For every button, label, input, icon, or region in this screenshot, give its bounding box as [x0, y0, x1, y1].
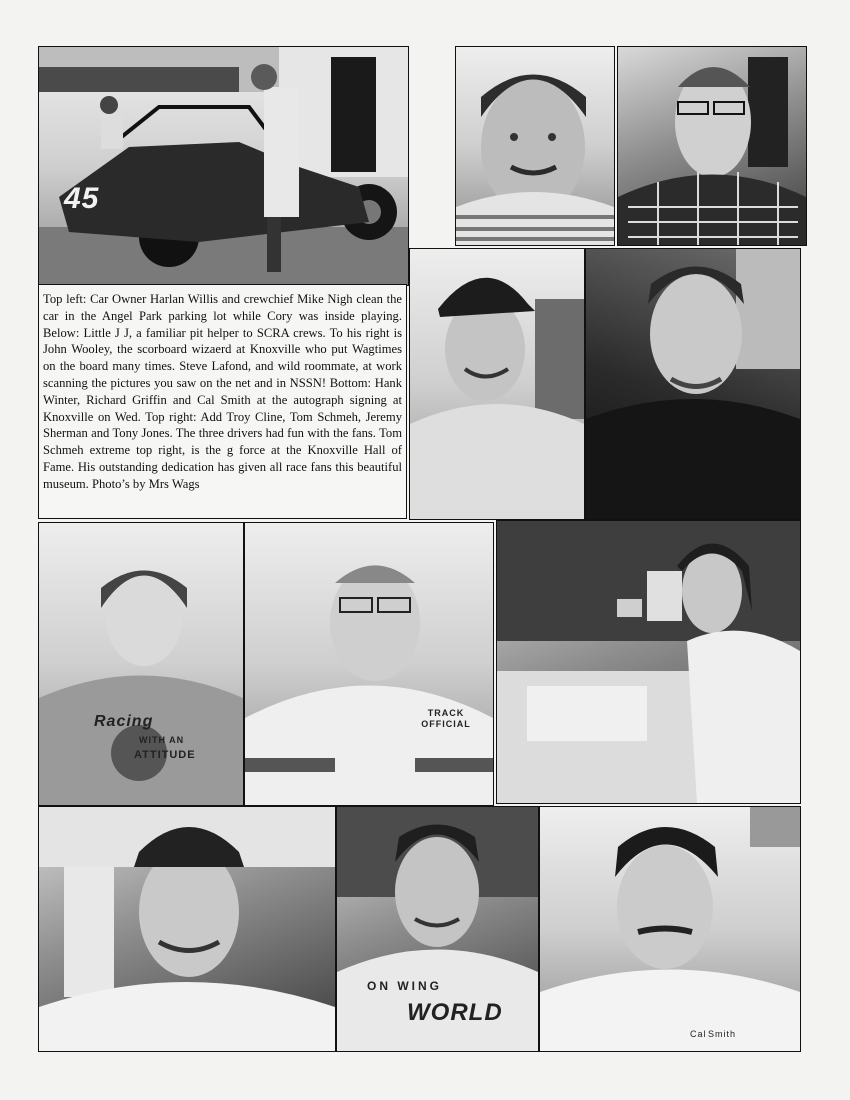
photo-race-car: [38, 46, 409, 286]
track-official-text: TRACK OFFICIAL: [421, 708, 471, 729]
photo-driver-dark-shirt: [585, 248, 801, 520]
shirt-cal-text: Cal: [690, 1029, 707, 1039]
caption-box: [38, 284, 407, 519]
photo-driver-cap: [409, 248, 585, 520]
shirt-world-text: WORLD: [407, 999, 503, 1026]
photo-man-plaid-shirt: [617, 46, 807, 246]
photo-hank-winter: [38, 806, 336, 1052]
shirt-smith-text: Smith: [708, 1029, 737, 1039]
caption-text: Top left: Car Owner Harlan Willis and crewchief Mike Nigh clean the car in the Angel Park parking lot while Cory was inside playing. Below: Little J J, a familiar pit helper to SCRA crews. To his right is John Wooley, the scorboard wizaerd at Knoxville who put Wagtimes on the board many times. Steve Lafond, and wild roommate, at work scanning the pictures you saw on the net and in NSSN! Bottom: Hank Winter, Richard Griffin and Cal Smith at the autograph signing at Knoxville on Wed. Top right: Add Troy Cline, Tom Schmeh, Jeremy Sherman and Tony Jones. The three drivers had fun with the fans. Tom Schmeh extreme top right, is the g force at the Knoxville Hall of Fame. His outstanding dedication has given all race fans this beautiful museum. Photo’s by Mrs Wags: [43, 292, 402, 491]
photo-richard-griffin: [336, 806, 539, 1052]
car-number-text: 45: [64, 182, 100, 215]
photo-john-wooley: [244, 522, 494, 806]
photo-cal-smith: [539, 806, 801, 1052]
shirt-on-wing-text: ON WING: [367, 979, 442, 993]
photo-man-striped-shirt: [455, 46, 615, 246]
photo-steve-lafond: [496, 520, 801, 804]
shirt-with-an-text: WITH AN: [139, 735, 185, 745]
shirt-attitude-text: ATTITUDE: [134, 749, 196, 761]
photo-little-jj: [38, 522, 244, 806]
shirt-racing-text: Racing: [94, 713, 154, 730]
